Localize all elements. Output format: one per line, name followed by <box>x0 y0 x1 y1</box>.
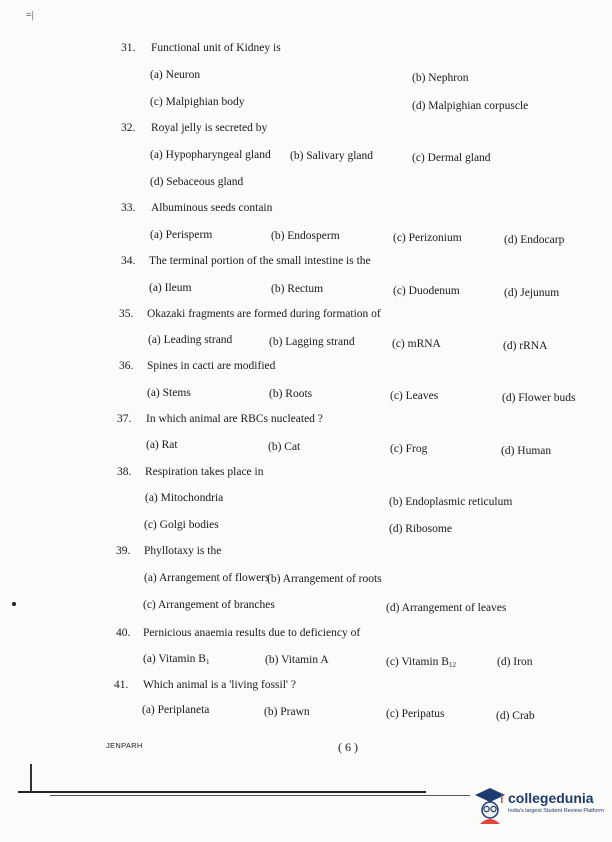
question-number: 35. <box>119 308 134 320</box>
option-b: (b) Salivary gland <box>290 150 374 162</box>
question-text: Okazaki fragments are formed during formation of <box>147 308 381 320</box>
collegedunia-logo <box>474 784 604 830</box>
question-number: 39. <box>116 545 131 557</box>
exam-code: JENPARH <box>106 741 143 750</box>
option-a: (a) Leading strand <box>148 334 233 346</box>
option-d: (d) Jejunum <box>504 287 560 299</box>
option-b: (b) Nephron <box>412 72 469 84</box>
question-text: Respiration takes place in <box>145 466 264 478</box>
question-text: The terminal portion of the small intestine is the <box>149 255 371 267</box>
scan-corner-mark: =| <box>26 10 34 21</box>
question-number: 34. <box>121 255 136 267</box>
question-text: Spines in cacti are modified <box>147 360 276 372</box>
option-c-subscript: 12 <box>448 661 456 669</box>
option-b: (b) Endoplasmic reticulum <box>389 496 513 508</box>
scan-dot <box>12 602 16 606</box>
question-number: 33. <box>121 202 136 214</box>
option-d: (d) Crab <box>496 710 535 722</box>
option-d: (d) Iron <box>497 656 533 668</box>
option-a: (a) Arrangement of flowers <box>144 572 270 584</box>
option-c: (c) Duodenum <box>393 285 460 297</box>
option-c-text: (c) Vitamin B <box>386 656 449 668</box>
question-text: Phyllotaxy is the <box>144 545 222 557</box>
option-a: (a) Neuron <box>150 69 201 81</box>
option-a-text: (a) Vitamin B <box>143 653 206 665</box>
option-a: (a) Hypopharyngeal gland <box>150 149 271 161</box>
question-number: 38. <box>117 466 132 478</box>
option-d: (d) Ribosome <box>389 523 452 535</box>
question-number: 40. <box>116 627 131 639</box>
option-d: (d) Flower buds <box>502 392 576 404</box>
option-a: (a) Mitochondria <box>145 492 224 504</box>
graduate-icon <box>474 786 506 826</box>
option-a <box>143 654 209 666</box>
question-number: 31. <box>121 42 136 54</box>
scan-border-vertical <box>30 764 32 792</box>
option-b: (b) Lagging strand <box>269 336 355 348</box>
question-text: Pernicious anaemia results due to deficiency of <box>143 627 361 639</box>
question-text: Which animal is a 'living fossil' ? <box>143 679 296 691</box>
option-c: (c) Perizonium <box>393 232 462 244</box>
option-c: (c) Peripatus <box>386 708 445 720</box>
option-a: (a) Rat <box>146 439 178 451</box>
option-d: (d) Malpighian corpuscle <box>412 100 529 112</box>
option-c <box>386 657 456 669</box>
option-b: (b) Endosperm <box>271 230 340 242</box>
option-c: (c) Frog <box>390 443 428 455</box>
option-a: (a) Perisperm <box>150 229 213 241</box>
option-c: (c) Golgi bodies <box>144 519 219 531</box>
option-a: (a) Stems <box>147 387 191 399</box>
question-text: Royal jelly is secreted by <box>151 122 268 134</box>
option-d: (d) Sebaceous gland <box>150 176 244 188</box>
question-number: 32. <box>121 122 136 134</box>
option-b: (b) Cat <box>268 441 301 453</box>
question-number: 41. <box>114 679 129 691</box>
option-a: (a) Periplaneta <box>142 704 210 716</box>
option-b: (b) Arrangement of roots <box>267 573 382 585</box>
option-c: (c) mRNA <box>392 338 441 350</box>
bottom-rule-secondary <box>50 795 470 796</box>
page-number: ( 6 ) <box>338 740 358 754</box>
option-d: (d) rRNA <box>503 340 548 352</box>
option-a-subscript: 1 <box>205 658 210 666</box>
question-text: Functional unit of Kidney is <box>151 42 281 54</box>
question-number: 36. <box>119 360 134 372</box>
option-b: (b) Prawn <box>264 706 310 718</box>
bottom-rule <box>18 791 426 793</box>
question-text: In which animal are RBCs nucleated ? <box>146 413 323 425</box>
option-b: (b) Vitamin A <box>265 654 329 666</box>
option-c: (c) Dermal gland <box>412 152 491 164</box>
option-c: (c) Malpighian body <box>150 96 245 108</box>
option-d: (d) Arrangement of leaves <box>386 602 507 614</box>
option-d: (d) Human <box>501 445 552 457</box>
question-text: Albuminous seeds contain <box>151 202 273 214</box>
question-number: 37. <box>117 413 132 425</box>
brand-name: collegedunia <box>508 790 594 806</box>
option-b: (b) Roots <box>269 388 313 400</box>
option-d: (d) Endocarp <box>504 234 565 246</box>
brand-tagline: India's largest Student Review Platform <box>508 808 604 814</box>
option-c: (c) Arrangement of branches <box>143 599 275 611</box>
option-c: (c) Leaves <box>390 390 439 402</box>
option-a: (a) Ileum <box>149 282 192 294</box>
option-b: (b) Rectum <box>271 283 324 295</box>
